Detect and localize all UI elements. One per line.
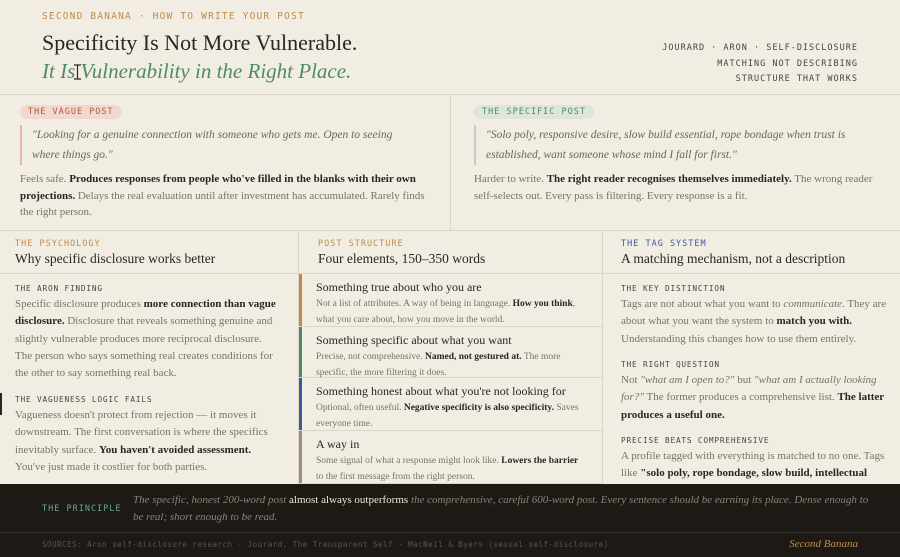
precise-kicker: PRECISE BEATS COMPREHENSIVE — [621, 436, 770, 445]
psychology-header — [0, 231, 298, 274]
para-text: Understanding this changes how to use them entirely. — [621, 332, 857, 345]
principle-footer — [0, 484, 900, 557]
header-tag: JOURARD · ARON · SELF-DISCLOSURE — [662, 43, 858, 53]
note-emphasis: The right reader recognises themselves immediately. — [546, 173, 792, 185]
structure-item — [299, 327, 603, 378]
specific-post-quote: "Solo poly, responsive desire, slow build essential, rope bondage when trust is established, want someone whose mind I fall for first." — [474, 125, 874, 165]
structure-item-accent — [299, 431, 302, 483]
desc-text: Precise, not comprehensive. — [316, 352, 425, 362]
principle-text — [133, 492, 873, 526]
page-header — [0, 0, 900, 95]
para-text: Vagueness doesn't protect from rejection — it moves it downstream. The first conversation is where the specifics inevitably surface. — [15, 409, 268, 456]
structure-item — [299, 274, 603, 327]
structure-item-description — [316, 350, 586, 381]
page-kicker: SECOND BANANA · HOW TO WRITE YOUR POST — [42, 11, 305, 22]
vagueness-paragraph — [15, 407, 281, 476]
para-text: . They are about what you want the system to — [621, 298, 887, 328]
vague-post-panel — [0, 95, 451, 231]
distinction-paragraph — [621, 296, 889, 348]
specific-post-panel — [451, 95, 900, 231]
aron-paragraph — [15, 296, 281, 382]
para-text: A profile tagged with everything is matched to no one. Tags like — [621, 450, 885, 480]
desc-emphasis: Negative specificity is also specificity. — [403, 403, 554, 413]
principle-text-part: the comprehensive, careful 600-word post. Every sentence should be earning its place. Dense enough to be real; short enough to be read. — [133, 494, 869, 523]
question-kicker: THE RIGHT QUESTION — [621, 360, 720, 369]
principle-emphasis: almost always outperforms — [289, 494, 409, 506]
note-text: Feels safe. — [20, 173, 70, 185]
para-italic: communicate — [783, 298, 843, 310]
note-text: Harder to write. — [474, 173, 547, 185]
header-tag: MATCHING NOT DESCRIBING — [717, 58, 858, 69]
structure-item-title: A way in — [316, 437, 360, 451]
structure-item-accent — [299, 274, 302, 326]
para-emphasis: more connection than vague disclosure. — [15, 298, 276, 328]
para-emphasis: The latter produces a useful one. — [621, 391, 884, 421]
distinction-kicker: THE KEY DISTINCTION — [621, 284, 726, 293]
vague-post-badge: THE VAGUE POST — [20, 105, 122, 119]
vague-post-note — [20, 171, 435, 221]
desc-emphasis: How you think — [512, 299, 573, 309]
structure-item-accent — [299, 327, 302, 377]
aron-kicker: THE ARON FINDING — [15, 284, 103, 293]
para-italic: "what am I open to?" — [640, 374, 735, 386]
footer-divider — [0, 532, 900, 533]
structure-item-title: Something honest about what you're not looking for — [316, 384, 566, 398]
note-text: Delays the real evaluation until after investment has accumulated. Rarely finds the right person. — [20, 189, 425, 218]
principle-text-part: The specific, honest 200-word post — [133, 494, 290, 506]
structure-column — [299, 231, 603, 484]
note-text: The wrong reader self-selects out. Every pass is filtering. Every response is a fit. — [474, 173, 873, 202]
para-emphasis: You haven't avoided assessment. — [99, 443, 252, 456]
structure-item — [299, 378, 603, 431]
structure-header — [299, 231, 602, 274]
scroll-marker — [0, 393, 2, 415]
desc-emphasis: Named, not gestured at. — [424, 352, 522, 362]
tag-system-kicker: THE TAG SYSTEM — [621, 239, 707, 249]
specific-post-badge: THE SPECIFIC POST — [474, 105, 594, 119]
desc-text: to the first message from the right person. — [316, 471, 475, 482]
desc-text: Saves everyone time. — [316, 403, 579, 429]
desc-emphasis: Lowers the barrier — [501, 456, 579, 466]
principle-label: THE PRINCIPLE — [42, 504, 122, 514]
precise-paragraph — [621, 448, 889, 483]
structure-item-title: Something true about who you are — [316, 280, 482, 294]
structure-item — [299, 431, 603, 484]
desc-text: The more specific, the more filtering it does. — [316, 352, 561, 378]
para-text: Tags are not about what you want to — [621, 298, 784, 310]
text-cursor-icon — [73, 64, 82, 80]
psychology-title: Why specific disclosure works better — [15, 251, 216, 266]
specific-post-note — [474, 171, 884, 204]
desc-text: Not a list of attributes. A way of being in language. — [316, 299, 513, 309]
structure-item-description — [316, 401, 586, 432]
structure-item-accent — [299, 378, 302, 430]
vague-post-quote: "Looking for a genuine connection with someone who gets me. Open to seeing where things go." — [20, 125, 420, 165]
tag-system-header — [603, 231, 900, 274]
question-paragraph — [621, 372, 889, 424]
sources-line: SOURCES: Aron self-disclosure research · Jourard, The Transparent Self · MacNeil & Byers (sexual self-disclosure) — [42, 540, 609, 549]
para-emphasis: "solo poly, rope bondage, slow build, intellectual — [640, 467, 868, 480]
header-tags — [662, 41, 858, 88]
psychology-kicker: THE PSYCHOLOGY — [15, 239, 101, 249]
note-emphasis: Produces responses from people who've filled in the blanks with their own projections. — [20, 173, 416, 202]
vagueness-kicker: THE VAGUENESS LOGIC FAILS — [15, 395, 153, 404]
three-column-section — [0, 231, 900, 484]
desc-text: Some signal of what a response might look like. — [316, 456, 502, 466]
para-text: Disclosure that reveals something genuine and slightly vulnerable produces more reciprocal disclosure. The person who says something real creates conditions for the other to say something real back. — [15, 315, 273, 380]
para-text: Not — [621, 374, 641, 386]
para-text: The former produces a comprehensive list. — [643, 391, 838, 404]
structure-kicker: POST STRUCTURE — [318, 239, 404, 249]
header-tag: STRUCTURE THAT WORKS — [735, 74, 858, 84]
brand-signature: Second Banana — [789, 538, 858, 550]
para-italic: "what am I actually looking for?" — [621, 374, 877, 404]
structure-item-description — [316, 454, 586, 484]
structure-item-title: Something specific about what you want — [316, 333, 512, 347]
desc-text: , what you care about, how you move in the world. — [316, 299, 576, 325]
page-subtitle: It Is Vulnerability in the Right Place. — [42, 59, 352, 83]
psychology-column — [0, 231, 299, 484]
structure-title: Four elements, 150–350 words — [318, 251, 486, 266]
page-title: Specificity Is Not More Vulnerable. — [42, 30, 358, 55]
para-text: Specific disclosure produces — [15, 298, 144, 310]
tag-system-column — [603, 231, 900, 484]
desc-text: Optional, often useful. — [316, 403, 404, 413]
para-text: but — [734, 374, 754, 386]
tag-system-title: A matching mechanism, not a description — [621, 251, 846, 266]
para-emphasis: match you with. — [776, 315, 852, 328]
structure-item-description — [316, 297, 586, 328]
para-text: You've just made it costlier for both parties. — [15, 460, 208, 473]
comparison-section — [0, 95, 900, 231]
